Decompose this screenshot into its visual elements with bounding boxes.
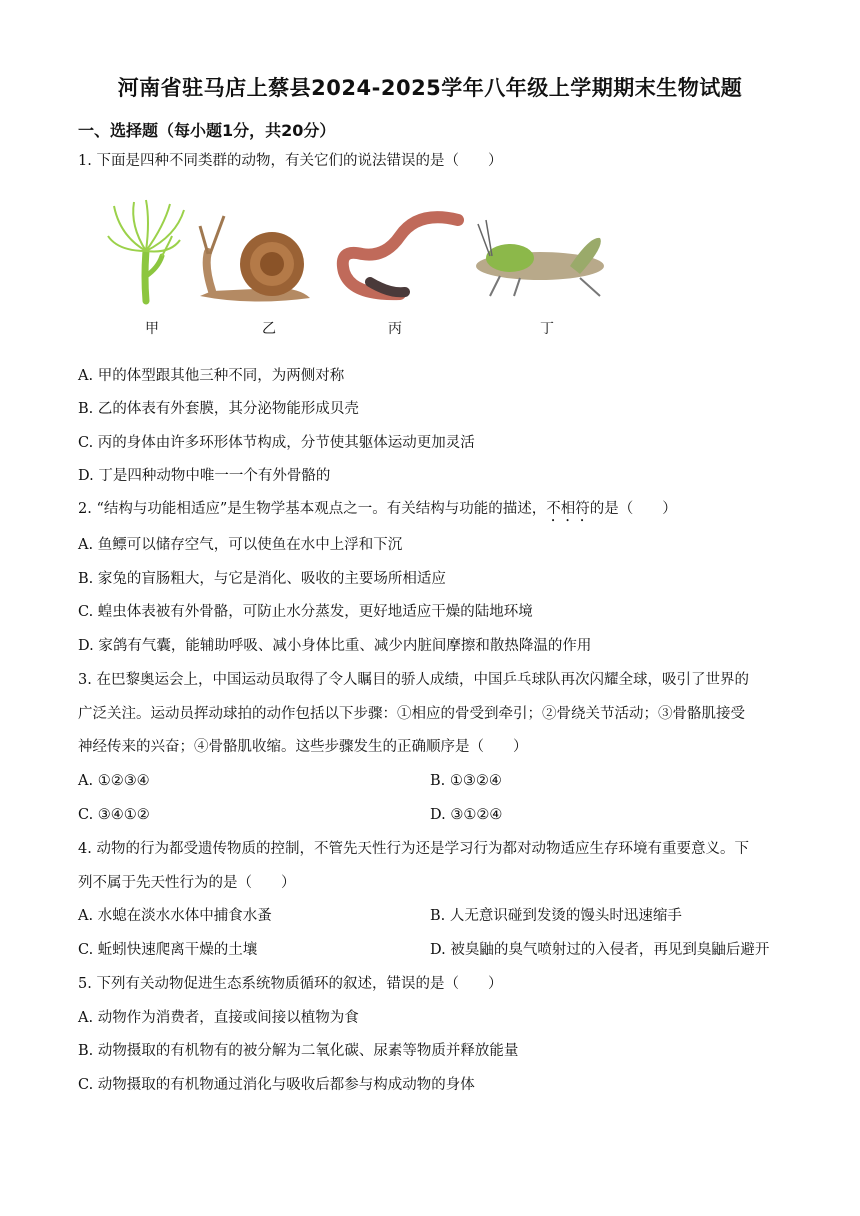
- q4-stem-line2: 列不属于先天性行为的是（ ）: [78, 875, 296, 891]
- q2-stem-part2: 的是（ ）: [589, 501, 677, 517]
- q2-stem-part1: 2. “结构与功能相适应”是生物学基本观点之一。有关结构与功能的描述，: [78, 501, 547, 517]
- snail-icon: [200, 216, 310, 302]
- earthworm-icon: [343, 217, 458, 294]
- q4-stem-line1: 4. 动物的行为都受遗传物质的控制，不管先天性行为还是学习行为都对动物适应生存环境有重要意义。下: [78, 841, 749, 857]
- page-title: 河南省驻马店上蔡县2024-2025学年八年级上学期期末生物试题: [117, 76, 743, 100]
- caption-yi: 乙: [262, 321, 276, 337]
- grasshopper-icon: [476, 220, 604, 296]
- q1-option-b: B. 乙的体表有外套膜，其分泌物能形成贝壳: [78, 401, 359, 417]
- q3-option-d: D. ③①②④: [430, 807, 503, 823]
- section-heading: 一、选择题（每小题1分，共20分）: [78, 121, 336, 140]
- q3-stem-line2: 广泛关注。运动员挥动球拍的动作包括以下步骤：①相应的骨受到牵引；②骨绕关节活动；③骨骼肌接受: [78, 706, 745, 722]
- q1-option-c: C. 丙的身体由许多环形体节构成，分节使其躯体运动更加灵活: [78, 435, 475, 451]
- q4-option-a: A. 水螅在淡水水体中捕食水蚤: [78, 908, 272, 924]
- q2-stem: [78, 499, 677, 525]
- q3-stem-line3: 神经传来的兴奋；④骨骼肌收缩。这些步骤发生的正确顺序是（ ）: [78, 739, 528, 755]
- caption-bing: 丙: [388, 321, 402, 337]
- q1-option-a: A. 甲的体型跟其他三种不同，为两侧对称: [78, 368, 345, 384]
- q2-option-d: D. 家鸽有气囊，能辅助呼吸、减小身体比重、减少内脏间摩擦和散热降温的作用: [78, 638, 592, 654]
- q2-option-c: C. 蝗虫体表被有外骨骼，可防止水分蒸发，更好地适应干燥的陆地环境: [78, 604, 533, 620]
- q1-option-d: D. 丁是四种动物中唯一一个有外骨骼的: [78, 468, 331, 484]
- q2-stem-emphasis: 不相符: [546, 501, 590, 517]
- caption-ding: 丁: [540, 321, 554, 337]
- q4-option-d: D. 被臭鼬的臭气喷射过的入侵者，再见到臭鼬后避开: [430, 942, 770, 958]
- q1-stem: 1. 下面是四种不同类群的动物，有关它们的说法错误的是（ ）: [78, 153, 503, 169]
- q3-stem-line1: 3. 在巴黎奥运会上，中国运动员取得了令人瞩目的骄人成绩，中国乒乓球队再次闪耀全球，吸引了世界的: [78, 672, 749, 688]
- caption-jia: 甲: [145, 321, 159, 337]
- q2-option-a: A. 鱼鳔可以储存空气，可以使鱼在水中上浮和下沉: [78, 537, 403, 553]
- q4-option-b: B. 人无意识碰到发烫的馒头时迅速缩手: [430, 908, 682, 924]
- q3-option-c: C. ③④①②: [78, 807, 150, 823]
- q4-option-c: C. 蚯蚓快速爬离干燥的土壤: [78, 942, 258, 958]
- q5-option-c: C. 动物摄取的有机物通过消化与吸收后都参与构成动物的身体: [78, 1077, 475, 1093]
- q5-option-a: A. 动物作为消费者，直接或间接以植物为食: [78, 1010, 359, 1026]
- q3-option-b: B. ①③②④: [430, 773, 502, 789]
- q5-option-b: B. 动物摄取的有机物有的被分解为二氧化碳、尿素等物质并释放能量: [78, 1043, 519, 1059]
- q3-option-a: A. ①②③④: [78, 773, 150, 789]
- q2-option-b: B. 家兔的盲肠粗大，与它是消化、吸收的主要场所相适应: [78, 571, 446, 587]
- q5-stem: 5. 下列有关动物促进生态系统物质循环的叙述，错误的是（ ）: [78, 976, 503, 992]
- q1-animal-illustrations: [100, 196, 640, 316]
- hydra-icon: [108, 200, 184, 301]
